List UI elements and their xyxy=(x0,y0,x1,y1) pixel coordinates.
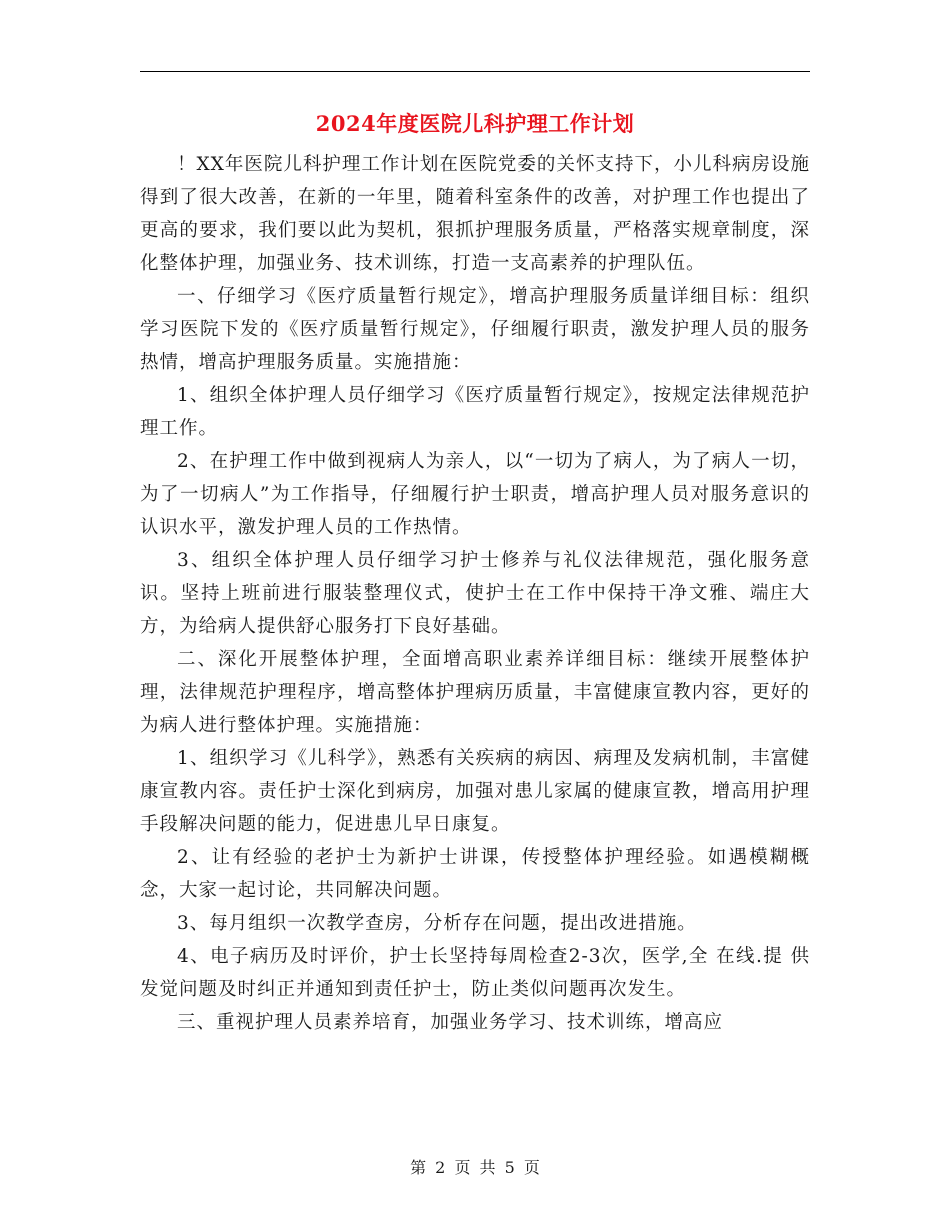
document-body xyxy=(140,148,810,1039)
paragraph-section-3: 三、重视护理人员素养培育，加强业务学习、技术训练，增高应 xyxy=(177,1012,724,1033)
paragraph-section-1: 一、仔细学习《医疗质量暂行规定》，增高护理服务质量详细目标：组织学习医院下发的《医疗质量暂行规定》，仔细履行职责，激发护理人员的服务热情，增高护理服务质量。实施措施： xyxy=(140,286,810,373)
page-number-footer: 第 2 页 共 5 页 xyxy=(410,1158,540,1177)
paragraph-1-2: 2、在护理工作中做到视病人为亲人，以“一切为了病人，为了病人一切，为了一切病人”为工作指导，仔细履行护士职责，增高护理人员对服务意识的认识水平，激发护理人员的工作热情。 xyxy=(140,451,810,538)
paragraph-2-1: 1、组织学习《儿科学》，熟悉有关疾病的病因、病理及发病机制，丰富健康宣教内容。责任护士深化到病房，加强对患儿家属的健康宣教，增高用护理手段解决问题的能力，促进患儿早日康复。 xyxy=(140,748,810,835)
paragraph-2-3: 3、每月组织一次教学查房，分析存在问题，提出改进措施。 xyxy=(177,913,697,934)
paragraph-2-2: 2、让有经验的老护士为新护士讲课，传授整体护理经验。如遇模糊概念，大家一起讨论，共同解决问题。 xyxy=(140,847,810,901)
paragraph-section-2: 二、深化开展整体护理，全面增高职业素养详细目标：继续开展整体护理，法律规范护理程序，增高整体护理病历质量，丰富健康宣教内容，更好的为病人进行整体护理。实施措施： xyxy=(140,649,810,736)
paragraph-1-3: 3、组织全体护理人员仔细学习护士修养与礼仪法律规范，强化服务意识。坚持上班前进行服装整理仪式，使护士在工作中保持干净文雅、端庄大方，为给病人提供舒心服务打下良好基础。 xyxy=(140,550,810,637)
paragraph-intro: ！XX年医院儿科护理工作计划在医院党委的关怀支持下，小儿科病房设施得到了很大改善，在新的一年里，随着科室条件的改善，对护理工作也提出了更高的要求，我们要以此为契机，狠抓护理服务质量，严格落实规章制度，深化整体护理，加强业务、技术训练，打造一支高素养的护理队伍。 xyxy=(140,154,810,274)
header-rule xyxy=(140,71,810,72)
paragraph-2-4: 4、电子病历及时评价，护士长坚持每周检查2-3次，医学,全 在线.提 供发觉问题及时纠正并通知到责任护士，防止类似问题再次发生。 xyxy=(140,946,810,1000)
document-title: 2024年度医院儿科护理工作计划 xyxy=(315,111,635,136)
paragraph-1-1: 1、组织全体护理人员仔细学习《医疗质量暂行规定》，按规定法律规范护理工作。 xyxy=(140,385,810,439)
